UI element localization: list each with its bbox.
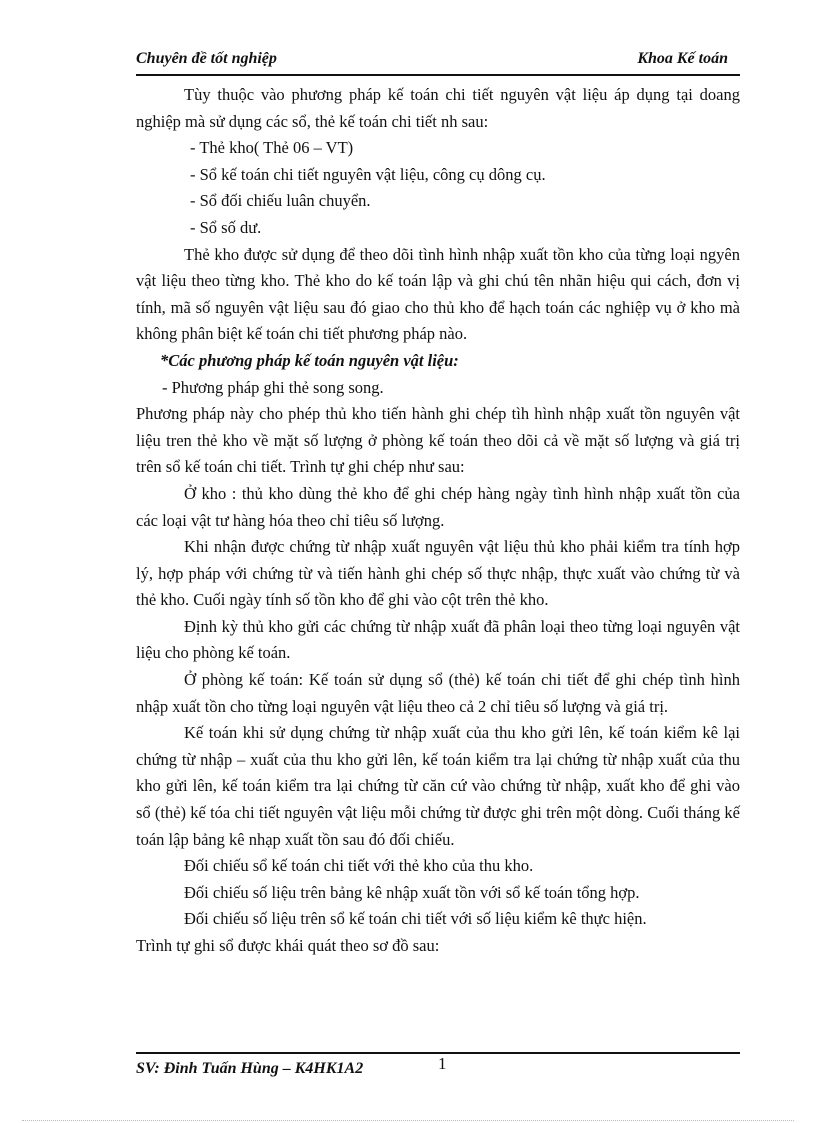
paragraph-at-warehouse: Ở kho : thủ kho dùng thẻ kho để ghi chép hàng ngày tình hình nhập xuất tồn của các loại vật tư hàng hóa theo chỉ tiêu số lượng. [136, 483, 740, 530]
paragraph-the-kho: Thẻ kho được sử dụng để theo dõi tình hình nhập xuất tồn kho của từng loại ngyên vật liệu theo từng kho. Thẻ kho do kế toán lập và ghi chú tên nhãn hiệu qui cách, đơn vị tính, mã số nguyên vật liệu sau đó giao cho thủ kho để hạch toán các nghiệp vụ ở kho mà không phân biệt kế toán chi tiết phương pháp nào. [136, 244, 740, 344]
subheading-parallel-method: - Phương pháp ghi thẻ song song. [162, 377, 384, 397]
list-item-so-doi-chieu: - Sổ đối chiếu luân chuyển. [190, 191, 371, 211]
list-item-so-so-du: - Sổ số dư. [190, 217, 262, 237]
page-header [136, 46, 740, 76]
paragraph-periodic-submission: Định kỳ thủ kho gửi các chứng từ nhập xuất đã phân loại theo từng loại nguyên vật liệu cho phòng kế toán. [136, 616, 740, 663]
paragraph-reconcile-1: Đối chiếu sổ kế toán chi tiết với thẻ kho của thu kho. [184, 856, 534, 876]
footer-student-name: SV: Đinh Tuấn Hùng – K4HK1A2 [136, 1060, 364, 1077]
document-body [136, 82, 740, 960]
page-footer [136, 1052, 740, 1084]
section-heading-methods: *Các phương pháp kế toán nguyên vật liệu: [160, 350, 459, 370]
header-course-title: Chuyên đề tốt nghiệp [136, 50, 277, 67]
paragraph-reconcile-2: Đối chiếu số liệu trên bảng kê nhập xuất tồn với sổ kế toán tổng hợp. [184, 882, 640, 902]
list-item-the-kho: - Thẻ kho( Thẻ 06 – VT) [190, 138, 354, 158]
paragraph-intro: Tùy thuộc vào phương pháp kế toán chi tiết nguyên vật liệu áp dụng tại doang nghiệp mà sử dụng các sổ, thẻ kế toán chi tiết nh sau: [136, 85, 740, 131]
list-item-so-ke-toan-chi-tiet: - Sổ kế toán chi tiết nguyên vật liệu, công cụ dông cụ. [190, 164, 546, 184]
paragraph-method-description: Phương pháp này cho phép thủ kho tiến hành ghi chép tìh hình nhập xuất tồn nguyên vật liệu tren thẻ kho về mặt số lượng ở phòng kế toán theo dõi cả về mặt số lượng và giá trị trên sổ kế toán chi tiết. Trình tự ghi chép như sau: [136, 404, 740, 477]
page-bottom-divider [22, 1120, 794, 1121]
header-department: Khoa Kế toán [637, 50, 728, 67]
paragraph-accounting-office: Ở phòng kế toán: Kế toán sử dụng sổ (thẻ) kế toán chi tiết để ghi chép tình hình nhập xuất tồn cho từng loại nguyên vật liệu theo cả 2 chỉ tiêu số lượng và giá trị. [136, 670, 740, 716]
paragraph-diagram-intro: Trình tự ghi sổ được khái quát theo sơ đồ sau: [136, 936, 440, 955]
page-number: 1 [438, 1054, 447, 1073]
paragraph-receiving-documents: Khi nhận được chứng từ nhập xuất nguyên vật liệu thủ kho phải kiểm tra tính hợp lý, hợp pháp với chứng từ và tiến hành ghi chép số thực nhập, thực xuất vào chứng từ và thẻ kho. Cuối ngày tính số tồn kho để ghi vào cột trên thẻ kho. [136, 537, 740, 610]
paragraph-reconcile-3: Đối chiếu số liệu trên sổ kế toán chi tiết với số liệu kiểm kê thực hiện. [184, 909, 647, 929]
paragraph-accountant-process: Kế toán khi sử dụng chứng từ nhập xuất của thu kho gửi lên, kế toán kiểm kê lại chứng từ nhập – xuất của thu kho gửi lên, kế toán kiểm tra lại chứng từ nhập xuất của thu kho gửi lên, kế toán kiểm tra lại chứng từ căn cứ vào chứng từ nhập, xuất kho để ghi vào sổ (thẻ) kế tóa chi tiết nguyên vật liệu mỗi chứng từ được ghi trên một dòng. Cuối tháng kế toán lập bảng kê nhạp xuất tồn sau đó đối chiếu. [136, 723, 740, 849]
